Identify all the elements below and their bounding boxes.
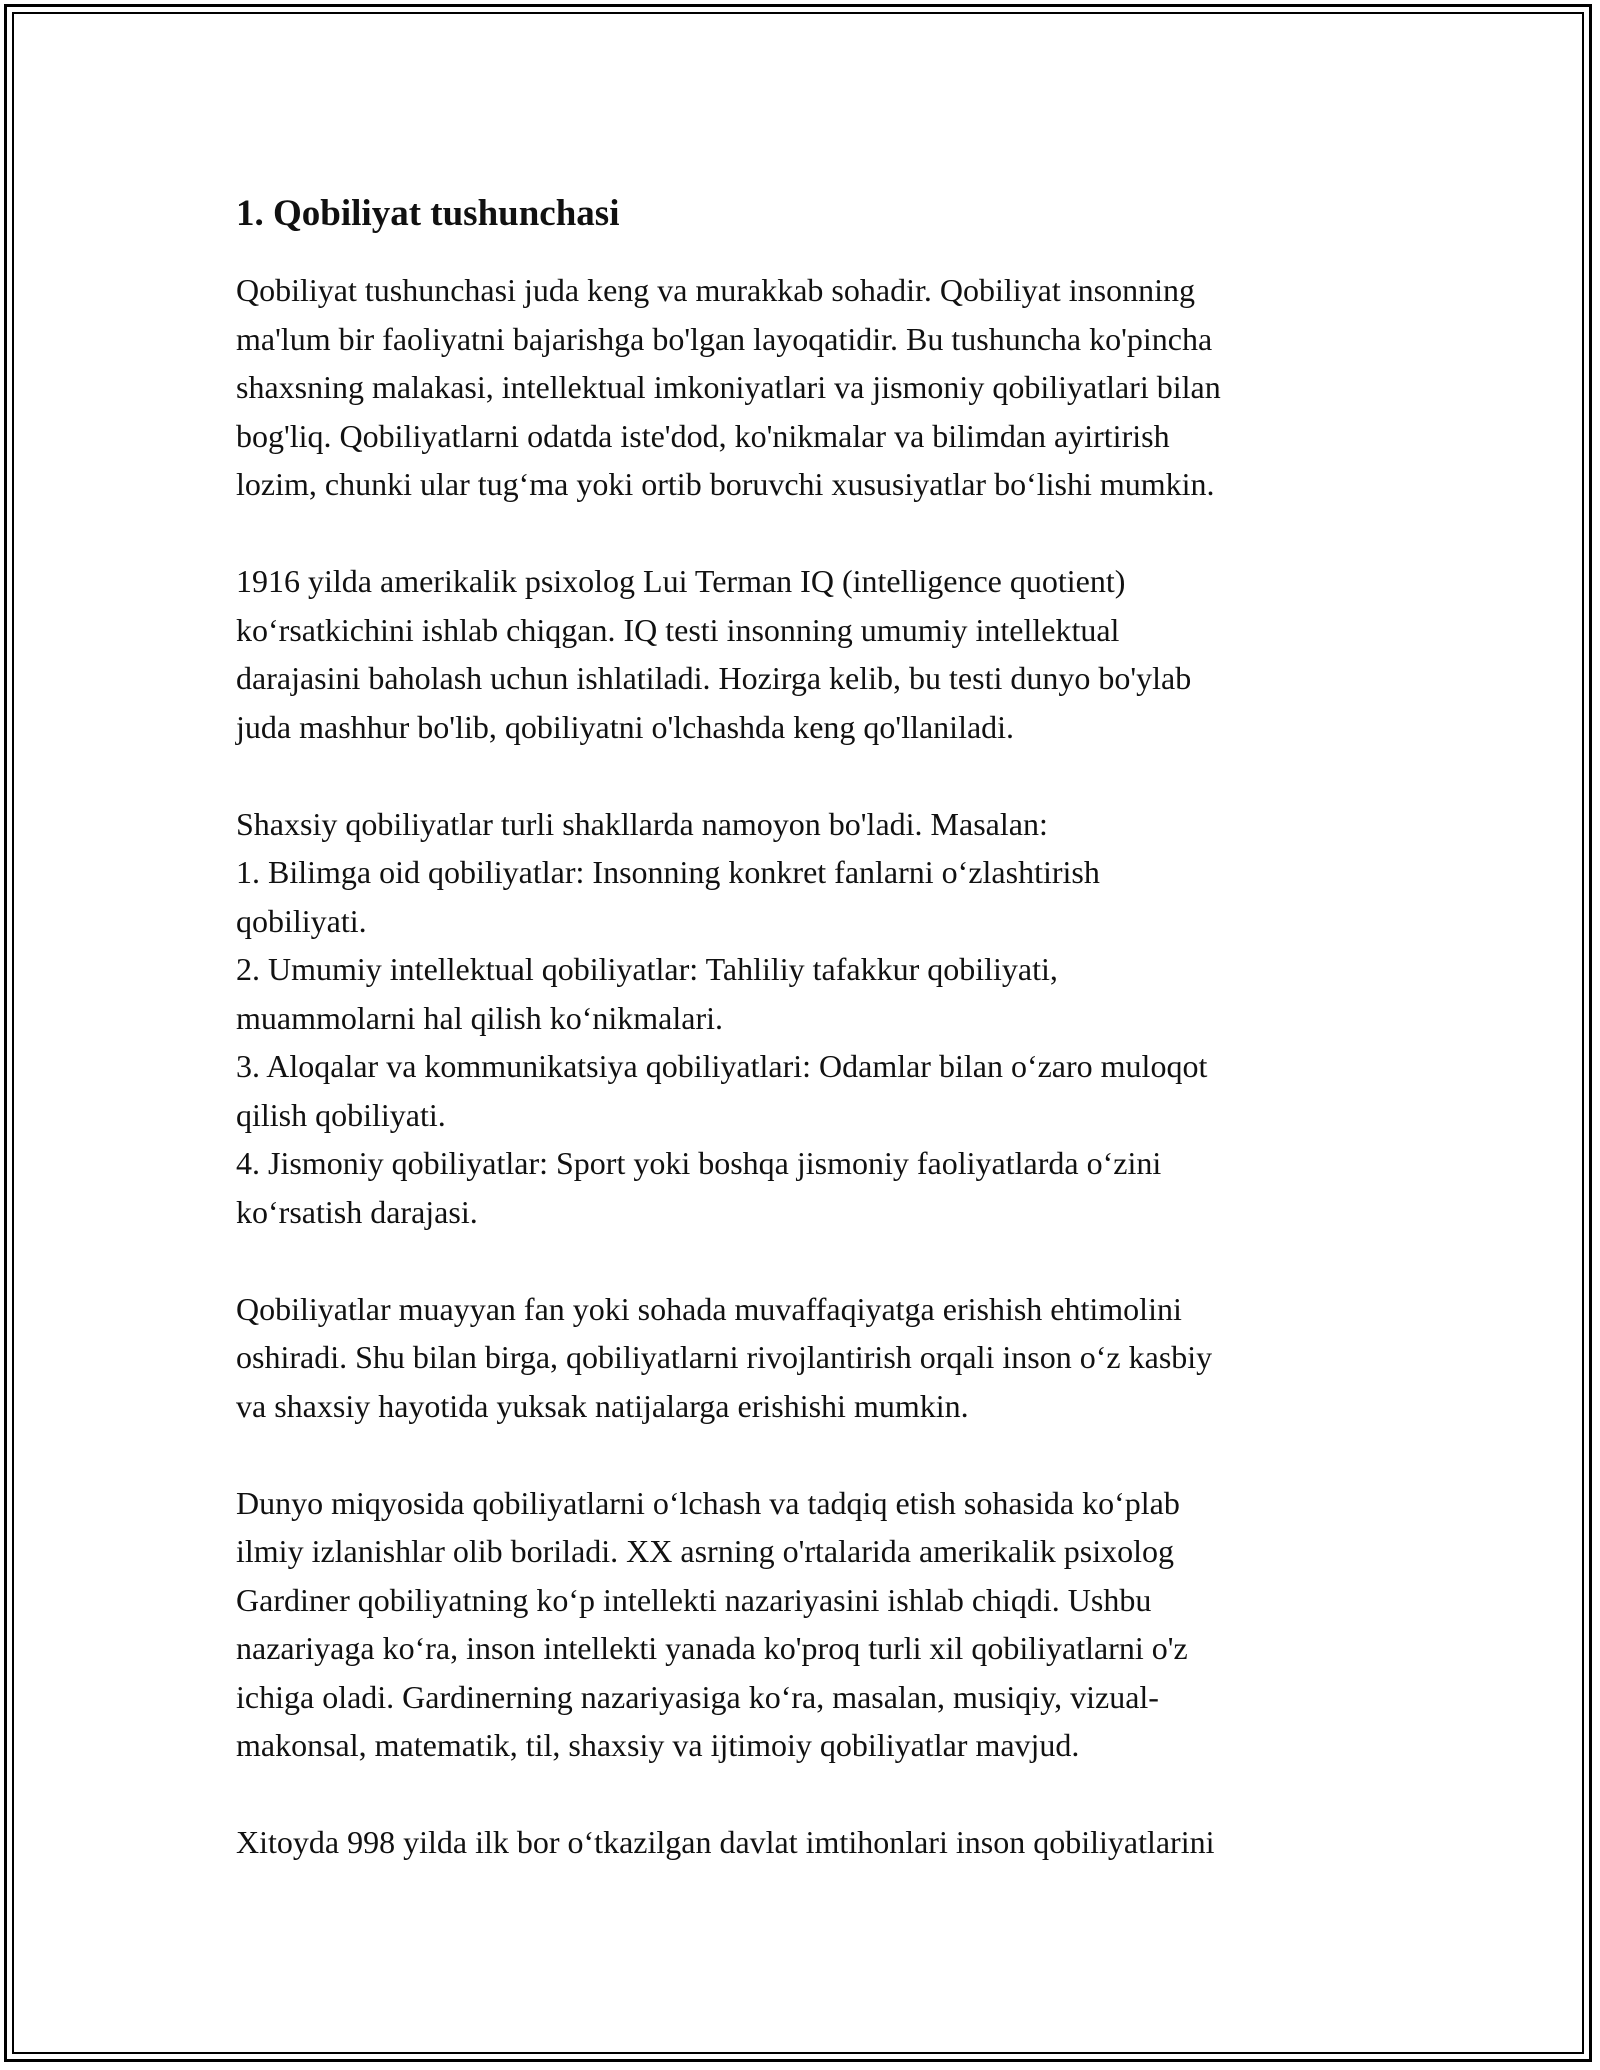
paragraphs-container: [236, 266, 1376, 1867]
text-line: va shaxsiy hayotida yuksak natijalarga erishishi mumkin.: [236, 1387, 969, 1424]
text-line: ilmiy izlanishlar olib boriladi. XX asrning o'rtalarida amerikalik psixolog: [236, 1533, 1174, 1569]
text-line: Gardiner qobiliyatning ko‘p intellekti nazariyasini ishlab chiqdi. Ushbu: [236, 1581, 1152, 1618]
text-line: qobiliyati.: [236, 902, 367, 939]
text-line: 1. Bilimga oid qobiliyatlar: Insonning konkret fanlarni o‘zlashtirish: [236, 854, 1100, 890]
text-line: bog'liq. Qobiliyatlarni odatda iste'dod, ko'nikmalar va bilimdan ayirtirish: [236, 417, 1170, 454]
text-line: Shaxsiy qobiliyatlar turli shakllarda namoyon bo'ladi. Masalan:: [236, 805, 1048, 842]
paragraph: [236, 266, 1376, 509]
text-line: Qobiliyat tushunchasi juda keng va murakkab sohadir. Qobiliyat insonning: [236, 272, 1195, 308]
paragraph: [236, 557, 1376, 751]
text-line: shaxsning malakasi, intellektual imkoniyatlari va jismoniy qobiliyatlari bilan: [236, 369, 1221, 405]
document-body: [236, 188, 1376, 1915]
text-line: ichiga oladi. Gardinerning nazariyasiga ko‘ra, masalan, musiqiy, vizual-: [236, 1678, 1159, 1715]
text-line: makonsal, matematik, til, shaxsiy va ijtimoiy qobiliyatlar mavjud.: [236, 1727, 1080, 1763]
paragraph: [236, 1818, 1376, 1867]
text-line: muammolarni hal qilish ko‘nikmalari.: [236, 999, 724, 1036]
text-line: ko‘rsatish darajasi.: [236, 1193, 478, 1230]
text-line: 2. Umumiy intellektual qobiliyatlar: Tahliliy tafakkur qobiliyati,: [236, 951, 1058, 987]
text-line: Xitoyda 998 yilda ilk bor o‘tkazilgan davlat imtihonlari inson qobiliyatlarini: [236, 1824, 1215, 1860]
section-heading: 1. Qobiliyat tushunchasi: [236, 193, 620, 234]
text-line: ma'lum bir faoliyatni bajarishga bo'lgan layoqatidir. Bu tushuncha ko'pincha: [236, 320, 1213, 357]
text-line: 3. Aloqalar va kommunikatsiya qobiliyatlari: Odamlar bilan o‘zaro muloqot: [236, 1048, 1208, 1084]
paragraph: [236, 1479, 1376, 1770]
text-line: qilish qobiliyati.: [236, 1096, 446, 1133]
text-line: nazariyaga ko‘ra, inson intellekti yanada ko'proq turli xil qobiliyatlarni o'z: [236, 1630, 1188, 1666]
text-line: lozim, chunki ular tug‘ma yoki ortib boruvchi xususiyatlar bo‘lishi mumkin.: [236, 466, 1215, 502]
text-line: 4. Jismoniy qobiliyatlar: Sport yoki boshqa jismoniy faoliyatlarda o‘zini: [236, 1145, 1162, 1181]
text-line: oshiradi. Shu bilan birga, qobiliyatlarni rivojlantirish orqali inson o‘z kasbiy: [236, 1339, 1213, 1375]
text-line: ko‘rsatkichini ishlab chiqgan. IQ testi insonning umumiy intellektual: [236, 611, 1120, 648]
text-line: Dunyo miqyosida qobiliyatlarni o‘lchash va tadqiq etish sohasida ko‘plab: [236, 1484, 1180, 1521]
text-line: darajasini baholash uchun ishlatiladi. Hozirga kelib, bu testi dunyo bo'ylab: [236, 660, 1192, 696]
paragraph: [236, 800, 1376, 1237]
text-line: Qobiliyatlar muayyan fan yoki sohada muvaffaqiyatga erishish ehtimolini: [236, 1290, 1182, 1327]
paragraph: [236, 1285, 1376, 1431]
text-line: 1916 yilda amerikalik psixolog Lui Terman IQ (intelligence quotient): [236, 563, 1126, 599]
text-line: juda mashhur bo'lib, qobiliyatni o'lchashda keng qo'llaniladi.: [236, 708, 1015, 745]
